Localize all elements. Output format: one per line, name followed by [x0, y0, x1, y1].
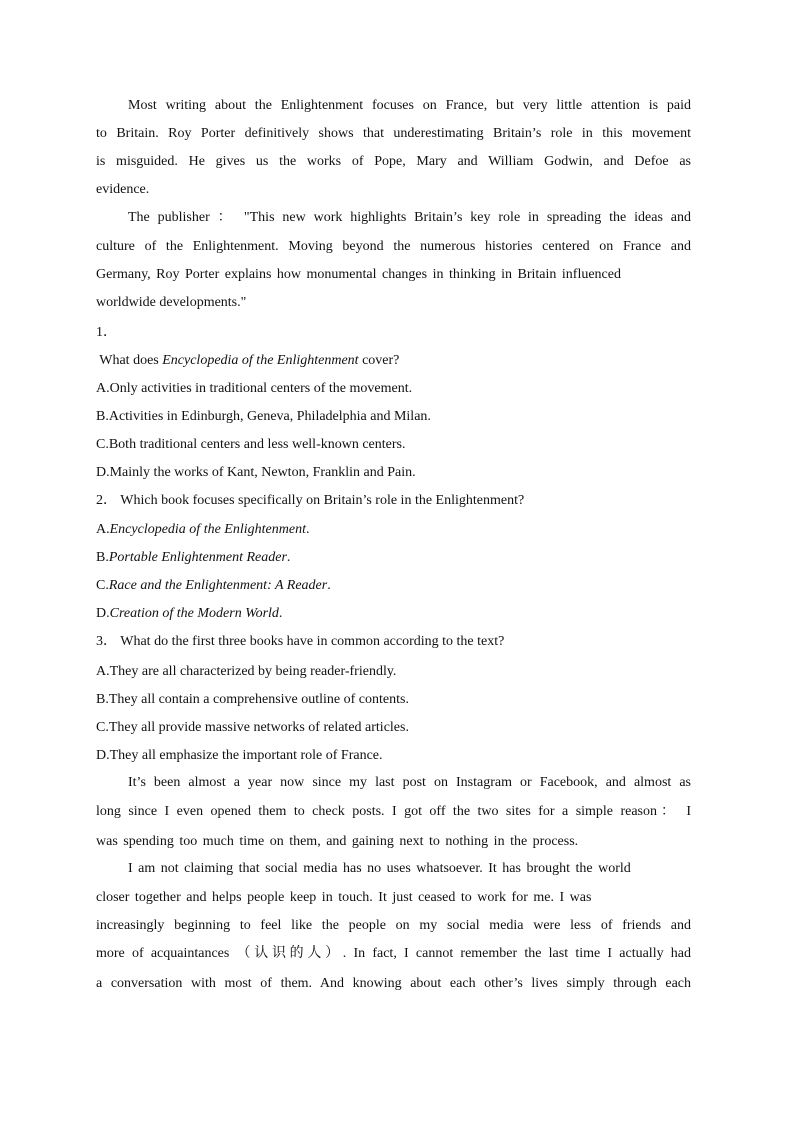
question1-number: 1．: [96, 325, 117, 340]
passage2-para1-line1: It’s been almost a year now since my last post on Instagram or Facebook, and almost as: [128, 775, 691, 790]
question2-option-b: B.Portable Enlightenment Reader.: [96, 550, 291, 565]
passage1-para2-line3: Germany, Roy Porter explains how monumental changes in thinking in Britain influenced: [96, 267, 621, 282]
passage1-para2-line1: The publisher ： "This new work highlights Britain’s key role in spreading the ideas and: [128, 210, 691, 225]
question2-option-c: C.Race and the Enlightenment: A Reader.: [96, 578, 331, 593]
passage2-para2-line1: I am not claiming that social media has no uses whatsoever. It has brought the world: [128, 861, 631, 876]
passage2-para2-line2: closer together and helps people keep in touch. It just ceased to work for me. I was: [96, 890, 592, 905]
passage1-para2-line2: culture of the Enlightenment. Moving beyond the numerous histories centered on France and: [96, 239, 691, 254]
passage1-para2-line4: worldwide developments.": [96, 295, 247, 310]
question3-option-c: C.They all provide massive networks of related articles.: [96, 720, 409, 735]
question2-option-a: A.Encyclopedia of the Enlightenment.: [96, 522, 310, 537]
question2-option-d: D.Creation of the Modern World.: [96, 606, 283, 621]
passage1-para1-line2: to Britain. Roy Porter definitively shows that underestimating Britain’s role in this movement: [96, 126, 691, 141]
passage2-para2-line3: increasingly beginning to feel like the people on my social media were less of friends and: [96, 918, 691, 933]
passage1-para1-line1: Most writing about the Enlightenment focuses on France, but very little attention is paid: [128, 98, 691, 113]
question1-option-c: C.Both traditional centers and less well-known centers.: [96, 437, 406, 452]
passage2-para2-line5: a conversation with most of them. And knowing about each other’s lives simply through each: [96, 976, 691, 991]
question1-book-title: Encyclopedia of the Enlightenment: [162, 353, 359, 368]
question3-option-a: A.They are all characterized by being reader-friendly.: [96, 664, 397, 679]
question2-stem: 2． Which book focuses specifically on Britain’s role in the Enlightenment?: [96, 493, 525, 508]
passage2-para1-line2: long since I even opened them to check posts. I got off the two sites for a simple reason： I: [96, 804, 691, 819]
passage1-para1-line3: is misguided. He gives us the works of Pope, Mary and William Godwin, and Defoe as: [96, 154, 691, 169]
question1-option-b: B.Activities in Edinburgh, Geneva, Philadelphia and Milan.: [96, 409, 431, 424]
passage2-para2-line4: more of acquaintances （认识的人）. In fact, I cannot remember the last time I actually had: [96, 946, 691, 961]
passage2-para1-line3: was spending too much time on them, and gaining next to nothing in the process.: [96, 834, 579, 849]
passage1-para1-line4: evidence.: [96, 182, 150, 197]
question3-stem: 3． What do the first three books have in common according to the text?: [96, 634, 505, 649]
question1-option-a: A.Only activities in traditional centers of the movement.: [96, 381, 413, 396]
question3-option-d: D.They all emphasize the important role of France.: [96, 748, 383, 763]
question3-option-b: B.They all contain a comprehensive outline of contents.: [96, 692, 409, 707]
question1-option-d: D.Mainly the works of Kant, Newton, Franklin and Pain.: [96, 465, 416, 480]
question1-stem: What does Encyclopedia of the Enlightenment cover?: [96, 353, 400, 368]
